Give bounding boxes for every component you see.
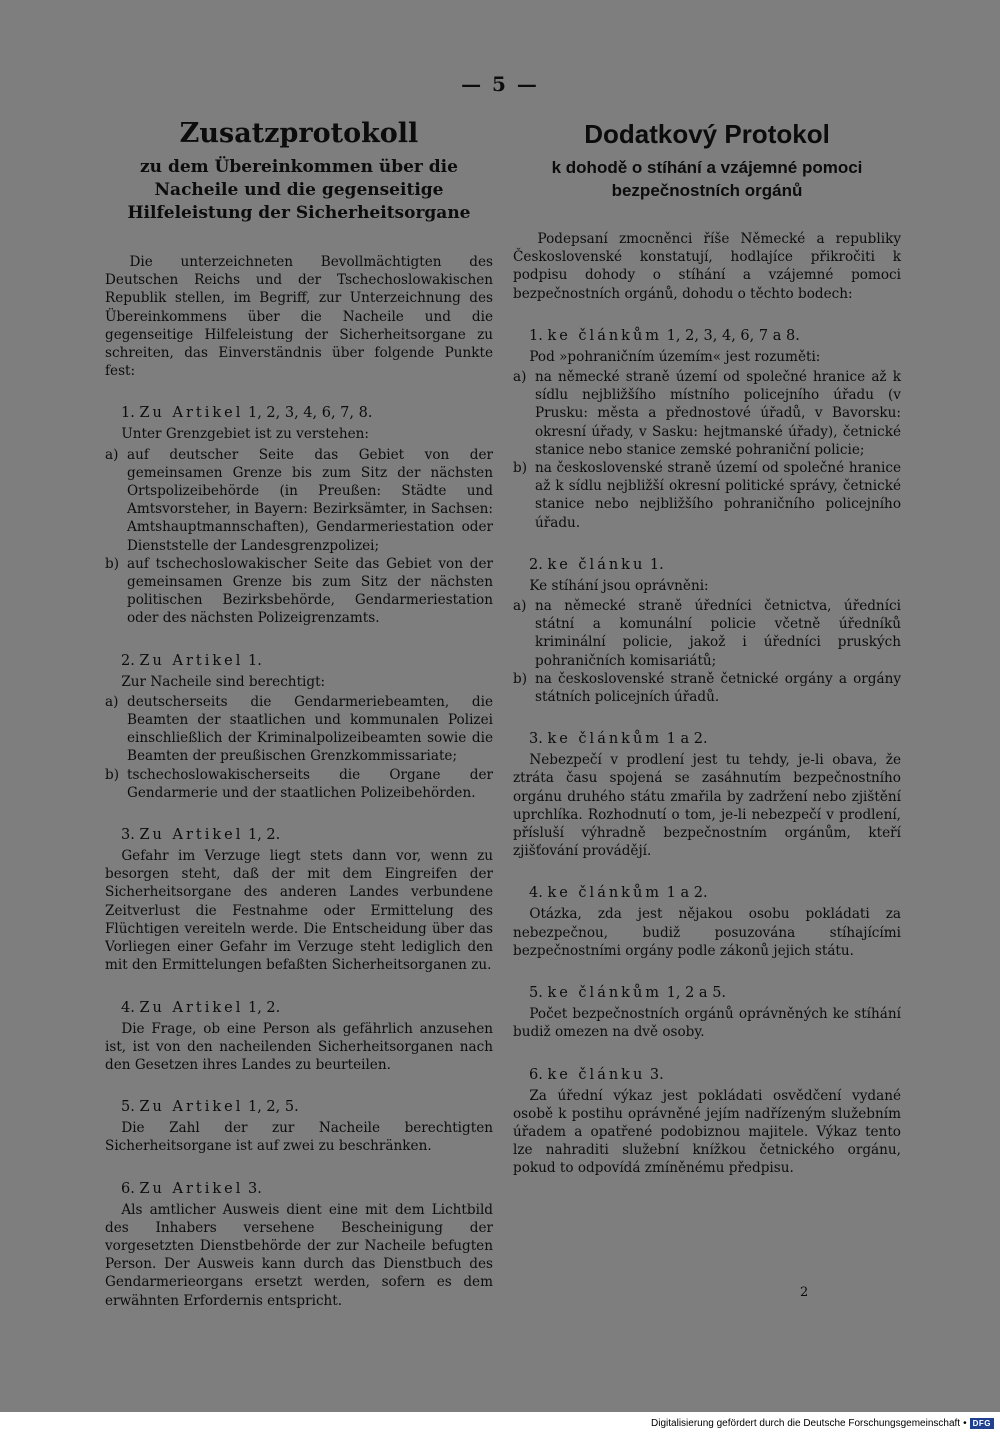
list-item-label: a)	[513, 598, 527, 615]
section-heading	[513, 983, 901, 1003]
article-section	[513, 1065, 901, 1178]
list-item	[105, 766, 493, 802]
footer-separator: •	[963, 1418, 967, 1429]
section-number: 2.	[121, 652, 135, 669]
section-heading	[105, 825, 493, 845]
section-label: Zu Artikel	[139, 652, 244, 669]
list-item	[513, 597, 901, 670]
section-label: ke článku	[547, 1066, 646, 1083]
list-item-label: b)	[513, 460, 528, 477]
section-label: ke článkům	[547, 327, 663, 344]
footer-text: Digitalisierung gefördert durch die Deutsche Forschungsgemeinschaft	[651, 1418, 961, 1429]
section-text: Die Zahl der zur Nacheile berechtigten Sicherheitsorgane ist auf zwei zu beschränken.	[105, 1120, 493, 1155]
section-heading	[513, 729, 901, 749]
section-text: Die Frage, ob eine Person als gefährlich anzusehen ist, ist von den nacheilenden Sicherheitsorganen nach den Gesetzen ihres Landes zu beurteilen.	[105, 1020, 493, 1073]
section-text: Počet bezpečnostních orgánů oprávněných ke stíhání budiž omezen na dvě osoby.	[513, 1006, 901, 1041]
section-heading	[513, 555, 901, 575]
section-label: ke článkům	[547, 885, 663, 902]
section-text: Pod »pohraničním územím« jest rozuměti:	[529, 348, 821, 365]
section-article-refs: 1.	[247, 652, 262, 669]
section-number: 2.	[529, 556, 543, 573]
section-number: 3.	[121, 827, 135, 844]
section-number: 6.	[529, 1066, 543, 1083]
list-item-label: a)	[105, 693, 119, 710]
section-article-refs: 1 a 2.	[666, 731, 708, 748]
section-text: Unter Grenzgebiet ist zu verstehen:	[121, 426, 369, 443]
section-article-refs: 1, 2, 3, 4, 6, 7 a 8.	[666, 327, 800, 344]
item-list	[105, 446, 493, 628]
article-section	[105, 1097, 493, 1155]
section-article-refs: 1, 2.	[247, 999, 281, 1016]
footer-credit	[651, 1418, 994, 1429]
german-intro: Die unterzeichneten Bevollmächtigten des Deutschen Reichs und der Tschechoslowakischen Republik stellen, im Begriff, zur Unterzeichnung des Übereinkommens über die Nacheile und die gegenseitige Hilfeleistung der Sicherheitsorgane zu schreiten, das Einverständnis über folgende Punkte fest:	[105, 254, 493, 380]
article-section	[513, 555, 901, 706]
section-text: Gefahr im Verzuge liegt stets dann vor, wenn zu besorgen steht, daß der mit dem Eingreifen der Sicherheitsorgane des anderen Landes verbundene Zeitverlust die Festnahme oder Ermittelung des Flüchtigen vereiteln werde. Die Entscheidung über das Vorliegen einer Gefahr im Verzuge steht lediglich den mit den Ermittelungen befaßten Sicherheitsorganen zu.	[105, 848, 493, 974]
section-label: Zu Artikel	[139, 1180, 244, 1197]
list-item	[513, 459, 901, 532]
list-item-text: na německé straně úředníci četnictva, úředníci státní a komunální policie včetně úředníků kriminální policie, jakož i úředníci pruských pohraničních komisariátů;	[535, 598, 901, 669]
czech-intro: Podepsaní zmocněnci říše Německé a republiky Československé konstatují, hodlajíce přikročiti k podpisu dohody o stíhání a vzájemné pomoci bezpečnostních orgánů, dohodu o těchto bodech:	[513, 231, 901, 302]
german-subtitle: zu dem Übereinkommen über die Nacheile und die gegenseitige Hilfeleistung der Sicherheitsorgane	[127, 157, 471, 223]
article-section	[105, 403, 493, 627]
item-list	[105, 693, 493, 802]
list-item	[105, 555, 493, 628]
page-number: — 5 —	[461, 72, 539, 96]
article-section	[513, 983, 901, 1041]
list-item-text: na německé straně území od společné hranice až k sídlu nejbližšího místního policejního úřadu (v Prusku: města a přednostové úřadů, v Bavorsku: okresní úřady, v Sasku: hejtmanské úřady), četnické stanice nebo stanice zemské pohraniční policie;	[535, 369, 901, 458]
section-text: Otázka, zda jest nějakou osobu pokládati za nebezpečnou, budiž posuzována stíhajícími bezpečnostními orgány podle zákonů jejich státu.	[513, 906, 901, 959]
article-section	[105, 1179, 493, 1310]
section-article-refs: 1 a 2.	[666, 885, 708, 902]
german-sections	[105, 403, 493, 1309]
section-number: 1.	[529, 327, 543, 344]
list-item-label: b)	[105, 766, 120, 783]
list-item-text: auf deutscher Seite das Gebiet von der gemeinsamen Grenze bis zum Sitz der nächsten Ortspolizeibehörde (in Preußen: Städte und Amtsvorsteher, in Bayern: Bezirksämter, in Sachsen: Amtshauptmannschaften), Gendarmeriestation oder Dienststelle der Landesgrenzpolizei;	[127, 446, 493, 554]
section-number: 4.	[121, 999, 135, 1016]
section-heading	[105, 651, 493, 671]
section-article-refs: 1, 2, 5.	[247, 1099, 299, 1116]
czech-sections	[513, 326, 901, 1178]
list-item-label: b)	[105, 555, 120, 572]
section-heading	[105, 1097, 493, 1117]
section-label: Zu Artikel	[139, 827, 244, 844]
section-article-refs: 3.	[649, 1066, 664, 1083]
czech-subtitle: k dohodě o stíhání a vzájemné pomoci bezpečnostních orgánů	[551, 158, 863, 200]
article-section	[105, 651, 493, 802]
article-section	[105, 825, 493, 974]
folio-number: 2	[800, 1285, 809, 1300]
section-number: 4.	[529, 885, 543, 902]
list-item	[513, 670, 901, 706]
section-text: Zur Nacheile sind berechtigt:	[121, 673, 326, 690]
german-title: Zusatzprotokoll	[179, 118, 419, 149]
item-list	[513, 368, 901, 532]
list-item	[513, 368, 901, 459]
article-section	[513, 326, 901, 532]
section-article-refs: 1, 2 a 5.	[666, 985, 727, 1002]
section-article-refs: 1, 2.	[247, 827, 281, 844]
section-text: Als amtlicher Ausweis dient eine mit dem Lichtbild des Inhabers versehene Bescheinigung der vorgesetzten Dienstbehörde der zur Nacheile befugten Person. Der Ausweis kann durch das Dienstbuch des Gendarmerieorgans ersetzt werden, sofern es dem erwähnten Erfordernis entspricht.	[105, 1201, 493, 1309]
list-item-text: na československé straně území od společné hranice až k sídlu nejbližší okresní politické správy, četnické stanice nebo nejbližšího pohraničního policejního úřadu.	[535, 460, 901, 531]
section-label: ke článkům	[547, 985, 663, 1002]
section-heading	[513, 1065, 901, 1085]
section-article-refs: 1.	[649, 556, 664, 573]
section-label: Zu Artikel	[139, 1099, 244, 1116]
list-item	[105, 446, 493, 555]
article-section	[105, 998, 493, 1075]
german-column	[105, 118, 493, 1310]
article-section	[513, 883, 901, 960]
dfg-logo-icon: DFG	[970, 1418, 994, 1429]
list-item-text: tschechoslowakischerseits die Organe der Gendarmerie und der staatlichen Polizeibehörden.	[127, 766, 493, 801]
section-number: 6.	[121, 1180, 135, 1197]
section-number: 1.	[121, 405, 135, 422]
section-label: ke článkům	[547, 731, 663, 748]
czech-column	[513, 118, 901, 1178]
section-heading	[513, 326, 901, 346]
list-item-text: na československé straně četnické orgány a orgány státních policejních úřadů.	[535, 670, 901, 706]
list-item-text: auf tschechoslowakischer Seite das Gebiet von der gemeinsamen Grenze bis zum Sitz der nächsten politischen Bezirksbehörde, Gendarmeriestation oder des nächsten Polizeigrenzamts.	[127, 555, 493, 627]
section-text: Nebezpečí v prodlení jest tu tehdy, je-li obava, že ztráta času spojená se zasáhnutím bezpečnostního orgánu druhého státu zmařila by zadržení nebo zjištění uprchlíka. Rozhodnutí o tom, je-li nebezpečí v prodlení, přísluší výhradně bezpečnostním orgánům, kteří zjišťování provádějí.	[513, 752, 901, 860]
section-article-refs: 1, 2, 3, 4, 6, 7, 8.	[247, 405, 373, 422]
list-item-label: a)	[513, 369, 527, 386]
section-text: Ke stíhání jsou oprávněni:	[529, 577, 709, 594]
section-heading	[105, 1179, 493, 1199]
czech-title: Dodatkový Protokol	[584, 119, 830, 149]
section-label: ke článku	[547, 556, 646, 573]
section-label: Zu Artikel	[139, 405, 244, 422]
section-article-refs: 3.	[247, 1180, 262, 1197]
section-number: 3.	[529, 731, 543, 748]
list-item-label: a)	[105, 446, 119, 463]
item-list	[513, 597, 901, 706]
list-item-text: deutscherseits die Gendarmeriebeamten, die Beamten der staatlichen und kommunalen Polizei einschließlich der Kriminalpolizeibeamten sowie die Beamten der preußischen Grenzkommissariate;	[127, 693, 493, 765]
section-number: 5.	[529, 985, 543, 1002]
section-heading	[513, 883, 901, 903]
section-label: Zu Artikel	[139, 999, 244, 1016]
list-item	[105, 693, 493, 766]
section-heading	[105, 998, 493, 1018]
article-section	[513, 729, 901, 860]
section-number: 5.	[121, 1099, 135, 1116]
section-text: Za úřední výkaz jest pokládati osvědčení vydané osobě k postihu oprávněné jejím nadřízeným služebním úřadem a opatřené podobiznou majitele. Výkaz tento lze nahraditi služební knížkou četnického orgánu, pokud to odpovídá zmíněnému předpisu.	[513, 1087, 901, 1177]
section-heading	[105, 403, 493, 423]
list-item-label: b)	[513, 670, 528, 687]
